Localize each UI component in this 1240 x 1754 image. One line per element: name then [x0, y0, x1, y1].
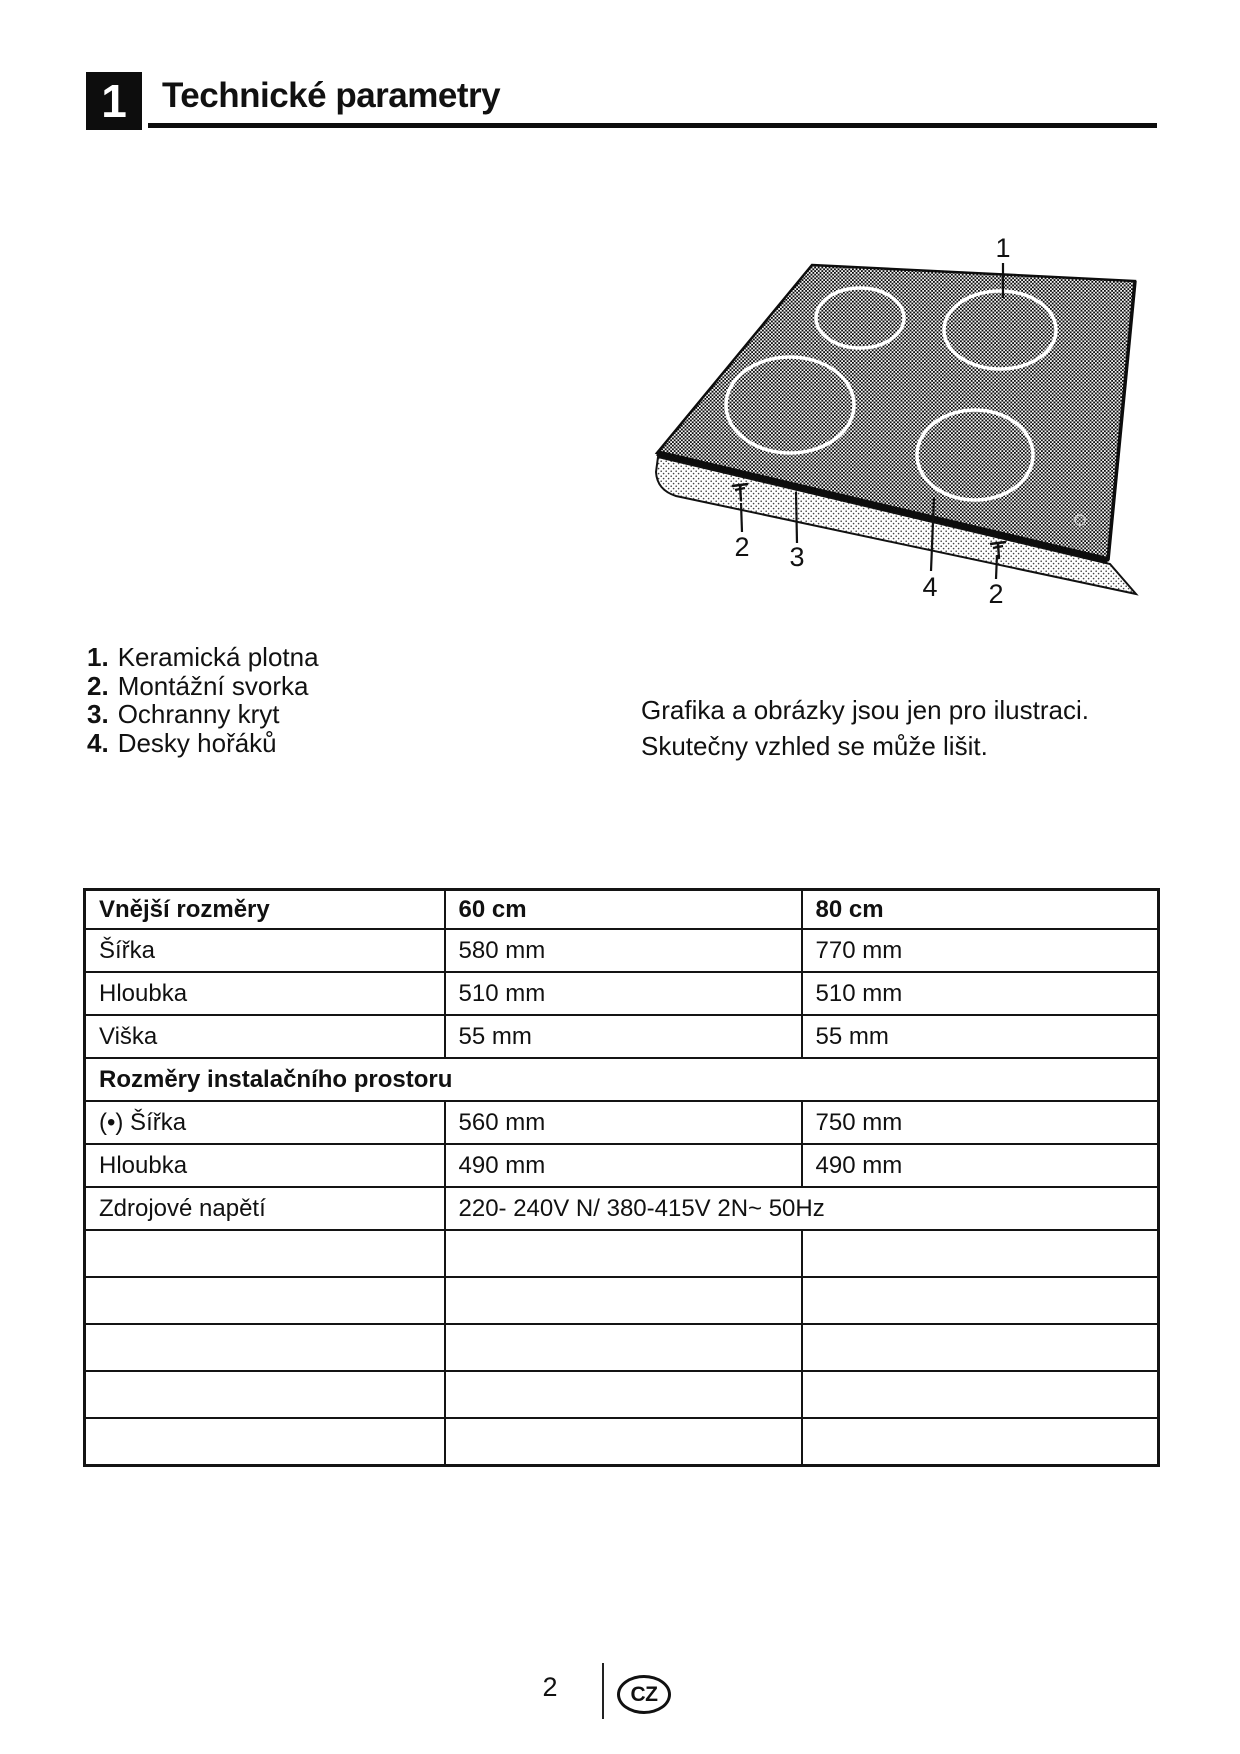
section-number: 1: [101, 75, 127, 127]
value-80cm: 770 mm: [802, 929, 1159, 972]
table-row-width: [85, 929, 1159, 972]
value-80cm: 55 mm: [802, 1015, 1159, 1058]
empty-cell: [85, 1230, 445, 1277]
specs-table: [83, 888, 1160, 1467]
country-badge-label: CZ: [630, 1682, 658, 1706]
table-row-install-depth: [85, 1144, 1159, 1187]
illustration-note: [641, 692, 1089, 764]
empty-cell: [445, 1418, 802, 1466]
callout-label-2-right: 2: [988, 579, 1004, 609]
footer-divider: [602, 1663, 604, 1719]
legend-item: [87, 729, 319, 758]
empty-cell: [85, 1371, 445, 1418]
legend-item-number: 4.: [87, 727, 109, 758]
table-row-depth: [85, 972, 1159, 1015]
note-line-1: Grafika a obrázky jsou jen pro ilustraci.: [641, 695, 1089, 725]
page-title: Technické parametry: [162, 76, 501, 115]
callout-label-2-left: 2: [734, 532, 750, 562]
value-80cm: 510 mm: [802, 972, 1159, 1015]
callout-label-3: 3: [789, 542, 805, 572]
row-label: Hloubka: [85, 1144, 445, 1187]
table-section-header-row: [85, 1058, 1159, 1101]
callout-line-2-right: [996, 555, 997, 579]
legend-item: [87, 643, 319, 672]
note-line-2: Skutečny vzhled se může lišit.: [641, 731, 988, 761]
table-empty-row: [85, 1371, 1159, 1418]
empty-cell: [802, 1371, 1159, 1418]
value-60cm: 510 mm: [445, 972, 802, 1015]
legend-item-label: Keramická plotna: [117, 642, 319, 672]
header-cell-60cm: 60 cm: [445, 890, 802, 930]
empty-cell: [802, 1418, 1159, 1466]
table-row-voltage: [85, 1187, 1159, 1230]
section-number-box: [86, 72, 142, 130]
legend-item: [87, 700, 319, 729]
empty-cell: [802, 1230, 1159, 1277]
empty-cell: [85, 1324, 445, 1371]
table-row-install-width: [85, 1101, 1159, 1144]
table-empty-row: [85, 1277, 1159, 1324]
value-80cm: 490 mm: [802, 1144, 1159, 1187]
row-label: Šířka: [85, 929, 445, 972]
legend-item-number: 2.: [87, 670, 109, 701]
value-60cm: 55 mm: [445, 1015, 802, 1058]
header-cell-80cm: 80 cm: [802, 890, 1159, 930]
voltage-value: 220- 240V N/ 380-415V 2N~ 50Hz: [445, 1187, 1159, 1230]
empty-cell: [802, 1324, 1159, 1371]
row-label: (•) Šířka: [85, 1101, 445, 1144]
country-badge: [617, 1675, 671, 1714]
callout-line-2-left: [741, 503, 742, 532]
table-empty-row: [85, 1418, 1159, 1466]
value-60cm: 580 mm: [445, 929, 802, 972]
empty-cell: [445, 1324, 802, 1371]
value-80cm: 750 mm: [802, 1101, 1159, 1144]
empty-cell: [85, 1277, 445, 1324]
legend-item: [87, 672, 319, 701]
empty-cell: [445, 1371, 802, 1418]
header-cell-dimensions: Vnější rozměry: [85, 890, 445, 930]
table-row-height: [85, 1015, 1159, 1058]
empty-cell: [445, 1277, 802, 1324]
legend-item-label: Montážní svorka: [117, 670, 309, 701]
callout-line-3: [796, 492, 797, 543]
row-label: Viška: [85, 1015, 445, 1058]
section-header-cell: Rozměry instalačního prostoru: [85, 1058, 1159, 1101]
legend-item-label: Ochranny kryt: [117, 699, 280, 729]
table-empty-row: [85, 1230, 1159, 1277]
table-header-row: [85, 890, 1159, 930]
row-label: Zdrojové napětí: [85, 1187, 445, 1230]
empty-cell: [445, 1230, 802, 1277]
legend-item-number: 1.: [87, 642, 109, 672]
legend-item-number: 3.: [87, 699, 109, 729]
value-60cm: 490 mm: [445, 1144, 802, 1187]
callout-label-1: 1: [995, 233, 1011, 263]
row-label: Hloubka: [85, 972, 445, 1015]
legend: [87, 643, 319, 757]
empty-cell: [85, 1418, 445, 1466]
legend-item-label: Desky hořáků: [117, 727, 277, 758]
cooktop-diagram: [600, 200, 1220, 620]
header-rule: [148, 123, 1157, 128]
empty-cell: [802, 1277, 1159, 1324]
table-empty-row: [85, 1324, 1159, 1371]
page-number: 2: [542, 1672, 558, 1702]
callout-label-4: 4: [922, 572, 938, 602]
value-60cm: 560 mm: [445, 1101, 802, 1144]
